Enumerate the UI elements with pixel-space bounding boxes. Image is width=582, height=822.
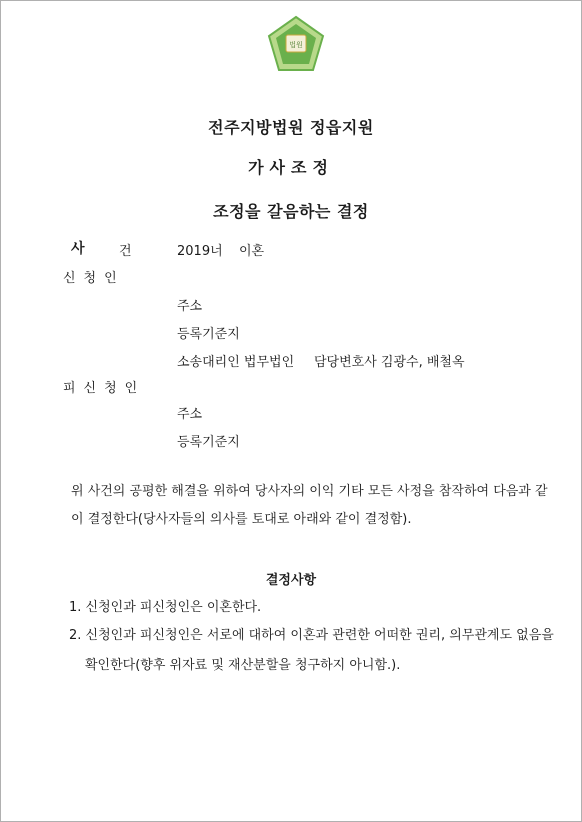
case-label-b: 건 (119, 244, 132, 259)
applicant-label: 신청인 (63, 271, 125, 286)
case-year: 2019너 (177, 244, 223, 259)
case-type: 이혼 (239, 244, 265, 259)
body-line-2: 이 결정한다(당사자들의 의사를 토대로 아래와 같이 결정함). (71, 512, 412, 527)
decision-item-2-line-2: 확인한다(향후 위자료 및 재산분할을 청구하지 아니함.). (85, 658, 401, 673)
document-title: 조정을 갈음하는 결정 (213, 202, 369, 221)
applicant-address-label: 주소 (177, 299, 203, 314)
document-type: 가사조정 (248, 158, 334, 177)
applicant-lawyers: 담당변호사 김광수, 배철옥 (314, 355, 465, 370)
respondent-address-label: 주소 (177, 407, 203, 422)
court-name: 전주지방법원 정읍지원 (208, 118, 374, 137)
decision-item-2-line-1: 2. 신청인과 피신청인은 서로에 대하여 이혼과 관련한 어떠한 권리, 의무관계도 없음을 (69, 628, 554, 643)
case-label-a: 사 (71, 241, 85, 257)
emblem-text: 법원 (289, 41, 303, 49)
court-emblem-icon (266, 15, 326, 73)
body-line-1: 위 사건의 공평한 해결을 위하여 당사자의 이익 기타 모든 사정을 참작하여 다음과 같 (71, 484, 548, 499)
decision-item-1: 1. 신청인과 피신청인은 이혼한다. (69, 600, 262, 615)
decision-title: 결정사항 (265, 573, 317, 588)
respondent-label: 피신청인 (63, 381, 146, 396)
respondent-registry-label: 등록기준지 (177, 435, 240, 450)
applicant-agent-label: 소송대리인 법무법인 (177, 355, 295, 370)
applicant-registry-label: 등록기준지 (177, 327, 240, 342)
